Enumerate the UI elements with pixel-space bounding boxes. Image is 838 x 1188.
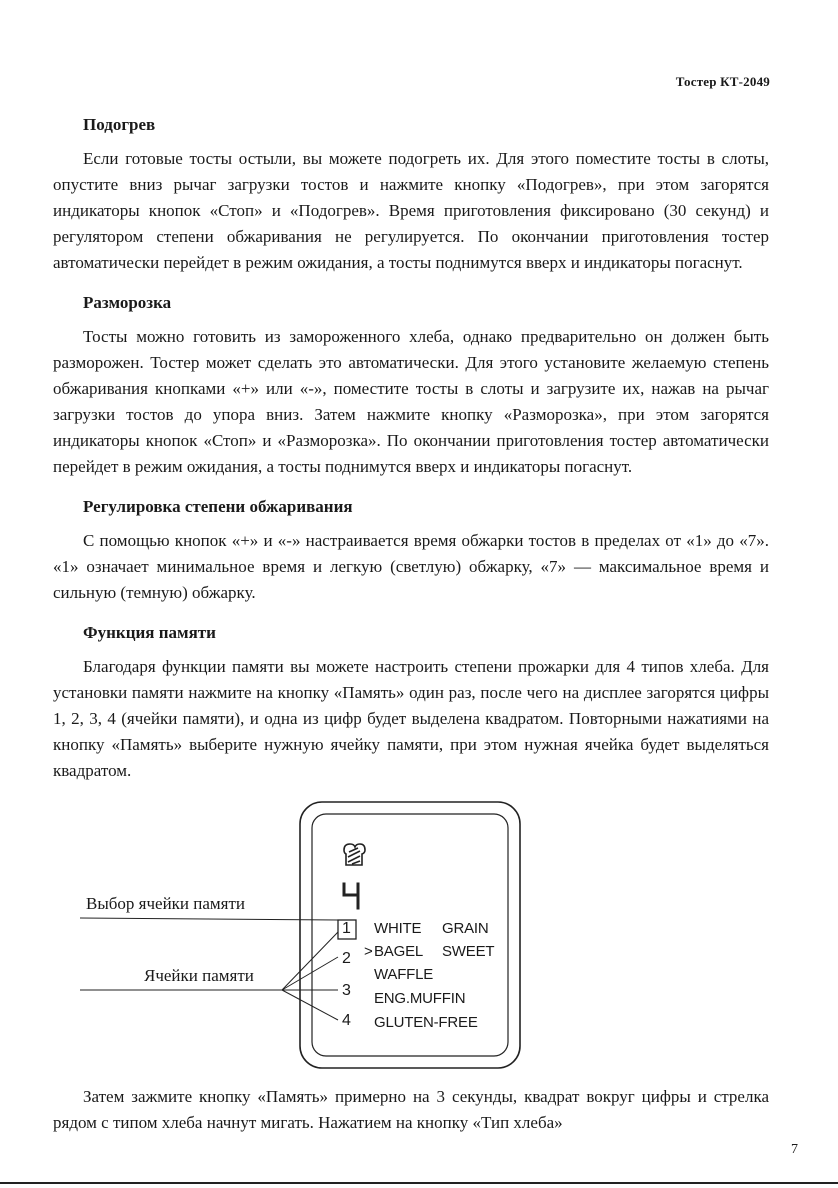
section-text-defrost: Тосты можно готовить из замороженного хлеба, однако предварительно он должен быть разморожен. Тостер может сделать это автоматически. Для этого установите желаемую степень обжаривания кнопками «+» или «-», поместите тосты в слоты и загрузите их, нажав на рычаг загрузки тостов до упора вниз. Затем нажмите кнопку «Разморозка», при этом загорятся индикаторы кнопок «Стоп» и «Разморозка». По окончании приготовления тостер автоматически перейдет в режим ожидания, а тосты поднимутся вверх и индикаторы погаснут. — [53, 327, 769, 476]
section-text-reheat: Если готовые тосты остыли, вы можете подогреть их. Для этого поместите тосты в слоты, опустите вниз рычаг загрузки тостов и нажмите кнопку «Подогрев», при этом загорятся индикаторы кнопок «Стоп» и «Подогрев». Время приготовления фиксировано (30 секунд) и регулятором степени обжаривания не регулируется. По окончании приготовления тостер автоматически перейдет в режим ожидания, а тосты поднимутся вверх и индикаторы погаснут. — [53, 149, 769, 272]
toast-icon — [344, 844, 365, 865]
bread-type-bagel: BAGEL — [374, 943, 424, 960]
section-heading-memory: Функция памяти — [83, 623, 216, 642]
selection-arrow: > — [364, 943, 373, 960]
after-figure-text: Затем зажмите кнопку «Память» примерно на 3 секунды, квадрат вокруг цифры и стрелка рядом с типом хлеба начнут мигать. Нажатием на кнопку «Тип хлеба» — [53, 1087, 769, 1132]
section-heading-reheat: Подогрев — [83, 115, 156, 134]
memory-display-figure — [80, 800, 540, 1072]
segment-digit — [344, 884, 358, 908]
memory-cell-1: 1 — [342, 920, 351, 937]
bread-type-eng-muffin: ENG.MUFFIN — [374, 990, 466, 1007]
content — [53, 112, 769, 798]
bottom-rule — [0, 1182, 838, 1184]
bread-type-gluten-free: GLUTEN-FREE — [374, 1014, 478, 1031]
label-select-cell: Выбор ячейки памяти — [86, 894, 246, 913]
bread-type-waffle: WAFFLE — [374, 966, 434, 983]
after-figure-text-block — [53, 1084, 769, 1150]
section-heading-defrost: Разморозка — [83, 293, 172, 312]
section-heading-browning: Регулировка степени обжаривания — [83, 497, 353, 516]
label-memory-cells: Ячейки памяти — [144, 966, 254, 985]
bread-type-grain: GRAIN — [442, 920, 489, 937]
memory-cell-4: 4 — [342, 1012, 351, 1029]
memory-cell-3: 3 — [342, 982, 351, 999]
page-number: 7 — [791, 1142, 798, 1157]
bread-type-white: WHITE — [374, 920, 422, 937]
memory-cell-2: 2 — [342, 950, 351, 967]
section-text-browning: С помощью кнопок «+» и «-» настраивается время обжарки тостов в пределах от «1» до «7». «1» означает минимальное время и легкую (светлую) обжарку, «7» — максимальное время и сильную (темную) обжарку. — [53, 531, 769, 602]
bread-type-sweet: SWEET — [442, 943, 495, 960]
page-header: Тостер КТ-2049 — [675, 74, 770, 89]
section-text-memory: Благодаря функции памяти вы можете настроить степени прожарки для 4 типов хлеба. Для установки памяти нажмите на кнопку «Память» один раз, после чего на дисплее загорятся цифры 1, 2, 3, 4 (ячейки памяти), и одна из цифр будет выделена квадратом. Повторными нажатиями на кнопку «Память» выберите нужную ячейку памяти, при этом нужная ячейка будет выделяться квадратом. — [53, 657, 769, 780]
